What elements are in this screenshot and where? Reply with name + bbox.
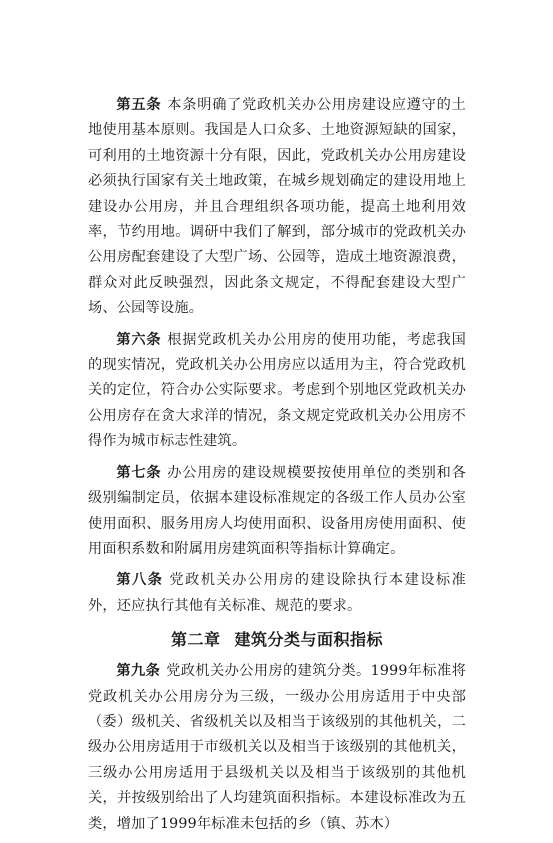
article-text: 本条明确了党政机关办公用房建设应遵守的土地使用基本原则。我国是人口众多、土地资源短缺的国家，可利用的土地资源十分有限，因此，党政机关办公用房建设必须执行国家有关土地政策，在城乡规划确定的建设用地上建设办公用房，并且合理组织各项功能，提高土地利用效率，节约用地。调研中我们了解到，部分城市的党政机关办公用房配套建设了大型广场、公园等，造成土地资源浪费，群众对此反映强烈，因此条文规定，不得配套建设大型广场、公园等设施。	[88, 97, 466, 317]
document-page	[88, 93, 466, 843]
article-label: 第六条	[116, 331, 162, 348]
article-text: 办公用房的建设规模要按使用单位的类别和各级别编制定员，依据本建设标准规定的各级工作人员办公室使用面积、服务用房人均使用面积、设备用房使用面积、使用面积系数和附属用房建筑面积等指标计算确定。	[88, 464, 466, 557]
article-8	[88, 568, 466, 619]
article-text: 党政机关办公用房的建设除执行本建设标准外，还应执行其他有关标准、规范的要求。	[88, 572, 466, 614]
article-label: 第七条	[116, 464, 162, 481]
article-9	[88, 659, 466, 837]
article-5	[88, 93, 466, 322]
article-7	[88, 461, 466, 563]
article-label: 第九条	[116, 663, 161, 680]
article-text: 根据党政机关办公用房的使用功能，考虑我国的现实情况，党政机关办公用房应以适用为主，符合党政机关的定位，符合办公实际要求。考虑到个别地区党政机关办公用房存在贪大求洋的情况，条文规定党政机关办公用房不得作为城市标志性建筑。	[88, 331, 466, 450]
article-text: 党政机关办公用房的建筑分类。1999年标准将党政机关办公用房分为三级，一级办公用房适用于中央部（委）级机关、省级机关以及相当于该级别的其他机关，二级办公用房适用于市级机关以及相当于该级别的其他机关，三级办公用房适用于县级机关以及相当于该级别的其他机关，并按级别给出了人均建筑面积指标。本建设标准改为五类，增加了1999年标准未包括的乡（镇、苏木）	[88, 663, 466, 832]
article-6	[88, 328, 466, 455]
chapter-title: 建筑分类与面积指标	[234, 630, 384, 650]
chapter-heading	[88, 627, 466, 653]
article-label: 第五条	[116, 97, 162, 113]
article-label: 第八条	[116, 572, 164, 589]
chapter-number: 第二章	[170, 630, 221, 650]
